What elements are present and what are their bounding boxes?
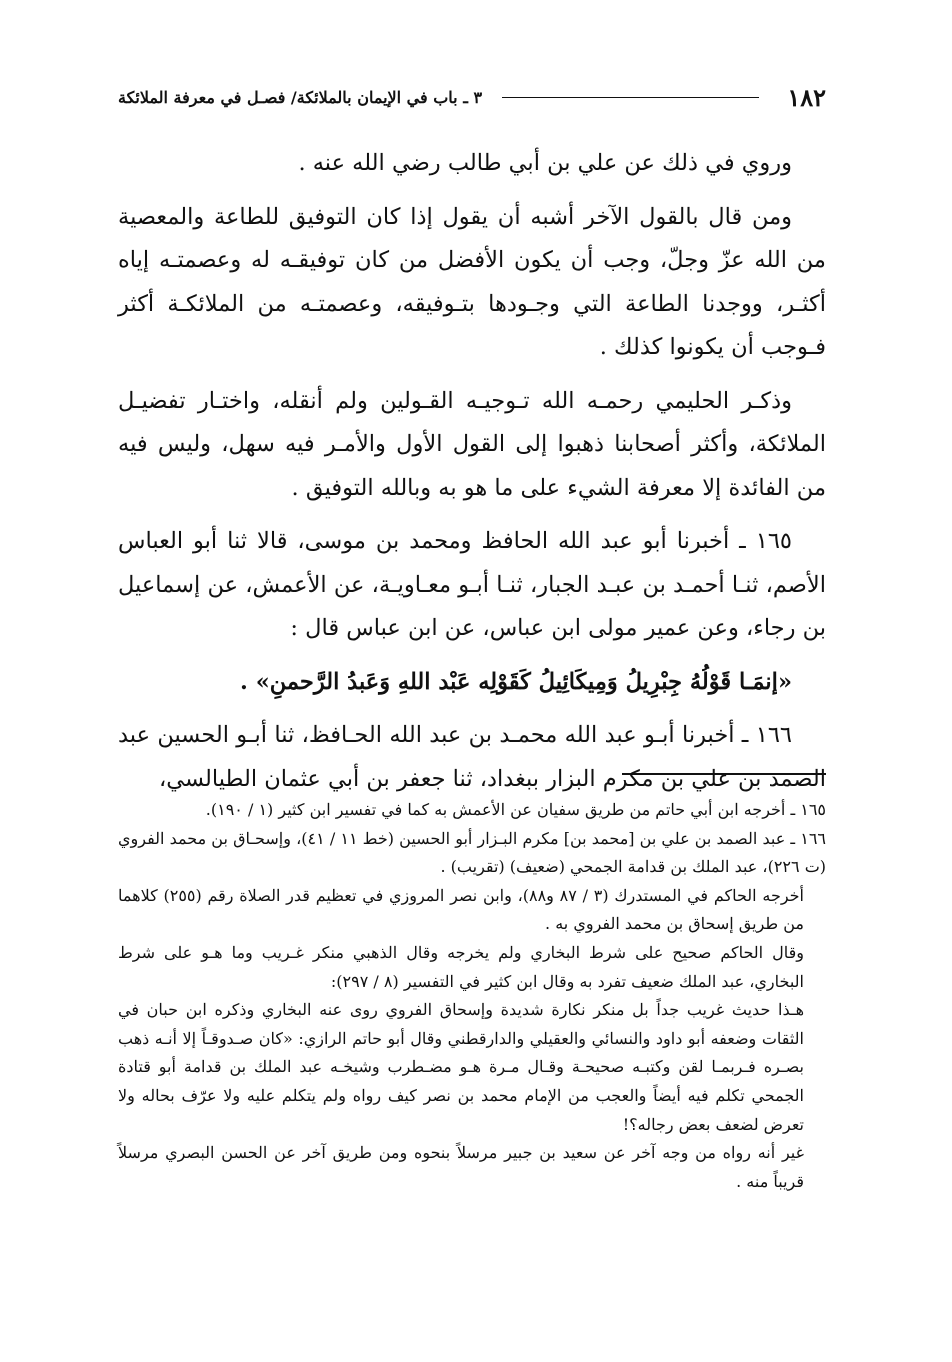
footnote-165: ١٦٥ ـ أخرجه ابن أبي حاتم من طريق سفيان عن الأعمش به كما في تفسير ابن كثير (١ / ١٩٠). — [205, 800, 826, 819]
footnotes — [118, 796, 826, 1196]
footnote-separator — [622, 773, 826, 775]
page-header — [118, 82, 826, 112]
paragraph: وذكـر الحليمي رحمـه الله تـوجيـه القـولين ولم أنقله، واختـار تفضيـل الملائكة، وأكثر أصحابنا ذهبوا إلى القول الأول والأمـر فيه سهل، وليس فيه من الفائدة إلا معرفة الشيء على ما هو به وبالله التوفيق . — [118, 387, 826, 501]
footnote-166-hakim: وقال الحاكم صحيح على شرط البخاري ولم يخرجه وقال الذهبي منكر غـريب وما هـو على شرط البخاري، عبد الملك ضعيف تفرد به وقال ابن كثير في التفسير (٨ / ٢٩٧): — [118, 942, 804, 991]
running-title: ٣ ـ باب في الإيمان بالملائكة/ فصـل في معرفة الملائكة — [118, 87, 483, 107]
main-text — [118, 142, 826, 801]
page-number: ١٨٢ — [787, 82, 826, 112]
footnote-166: ١٦٦ ـ عبد الصمد بن علي بن [محمد بن] مكرم البـزار أبو الحسين (خط ١١ / ٤١)، وإسحـاق بن محمد الفروي (ت ٢٢٦)، عبد الملك بن قدامة الجمحي (ضعيف) (تقريب) . — [118, 828, 827, 877]
footnote-166-takhrij: أخرجه الحاكم في المستدرك (٣ / ٨٧ و٨٨)، وابن نصر المروزي في تعظيم قدر الصلاة رقم (٢٥٥) كلاهما من طريق إسحاق بن محمد الفروي به . — [118, 885, 805, 934]
paragraph: وروي في ذلك عن علي بن أبي طالب رضي الله عنه . — [298, 150, 792, 176]
quoted-saying: «إنمَـا قَوْلُهُ جِبْرِيلُ وَمِيكَائِيلُ كَقَوْلِه عَبْد اللهِ وَعَبدُ الرَّحمنِ» . — [240, 668, 792, 695]
hadith-166: ١٦٦ ـ أخبرنا أبـو عبد الله محمـد بن عبد الله الحـافظ، ثنا أبـو الحسين عبد الصمد بن علي بن مكرم البزار ببغداد، ثنا جعفر بن أبي عثمان الطيالسي، — [118, 722, 826, 792]
header-rule — [502, 97, 759, 98]
footnote-166-mursal: غير أنه رواه من وجه آخر عن سعيد بن جبير مرسلاً بنحوه ومن طريق آخر عن الحسن البصري مرسلاً قريباً منه . — [118, 1143, 804, 1191]
paragraph: ومن قال بالقول الآخر أشبه أن يقول إذا كان التوفيق للطاعة والمعصية من الله عزّ وجلّ، وجب أن يكون الأفضل من كان توفيقـه له وعصمتـه إياه أكثـر، ووجدنا الطاعة التي وجـودها بتـوفيقه، وعصمتـه من الملائكـة أكثر فـوجب أن يكونوا كذلك . — [118, 203, 826, 360]
footnote-166-ibn-kathir: هـذا حديث غريب جداً بل منكر نكارة شديدة وإسحاق الفروي روى عنه البخاري وذكره ابن حبان في الثقات وضعفه أبو داود والنسائي والعقيلي والدارقطني وقال أبو حاتم الرازي: «كان صـدوقـاً إلا أنـه ذهب بصـره فـربمـا لقن وكتبـه صحيحـة وقـال مـرة هـو مضـطرب وشيخـه عبد الملك بن قدامة أبو قتادة الجمحي تكلم فيه أيضاً والعجب من الإمام محمد بن نصر كيف رواه ولم يتكلم عليه ولا عرّف بحاله ولا تعرض لضعف بعض رجاله؟! — [118, 1000, 805, 1134]
hadith-165: ١٦٥ ـ أخبرنا أبو عبد الله الحافظ ومحمد بن موسى، قالا ثنا أبو العباس الأصم، ثنـا أحمـد بن عبـد الجبار، ثنـا أبـو معـاويـة، عن الأعمش، عن إسماعيل بن رجاء، وعن عمير مولى ابن عباس، عن ابن عباس قال : — [118, 528, 826, 641]
